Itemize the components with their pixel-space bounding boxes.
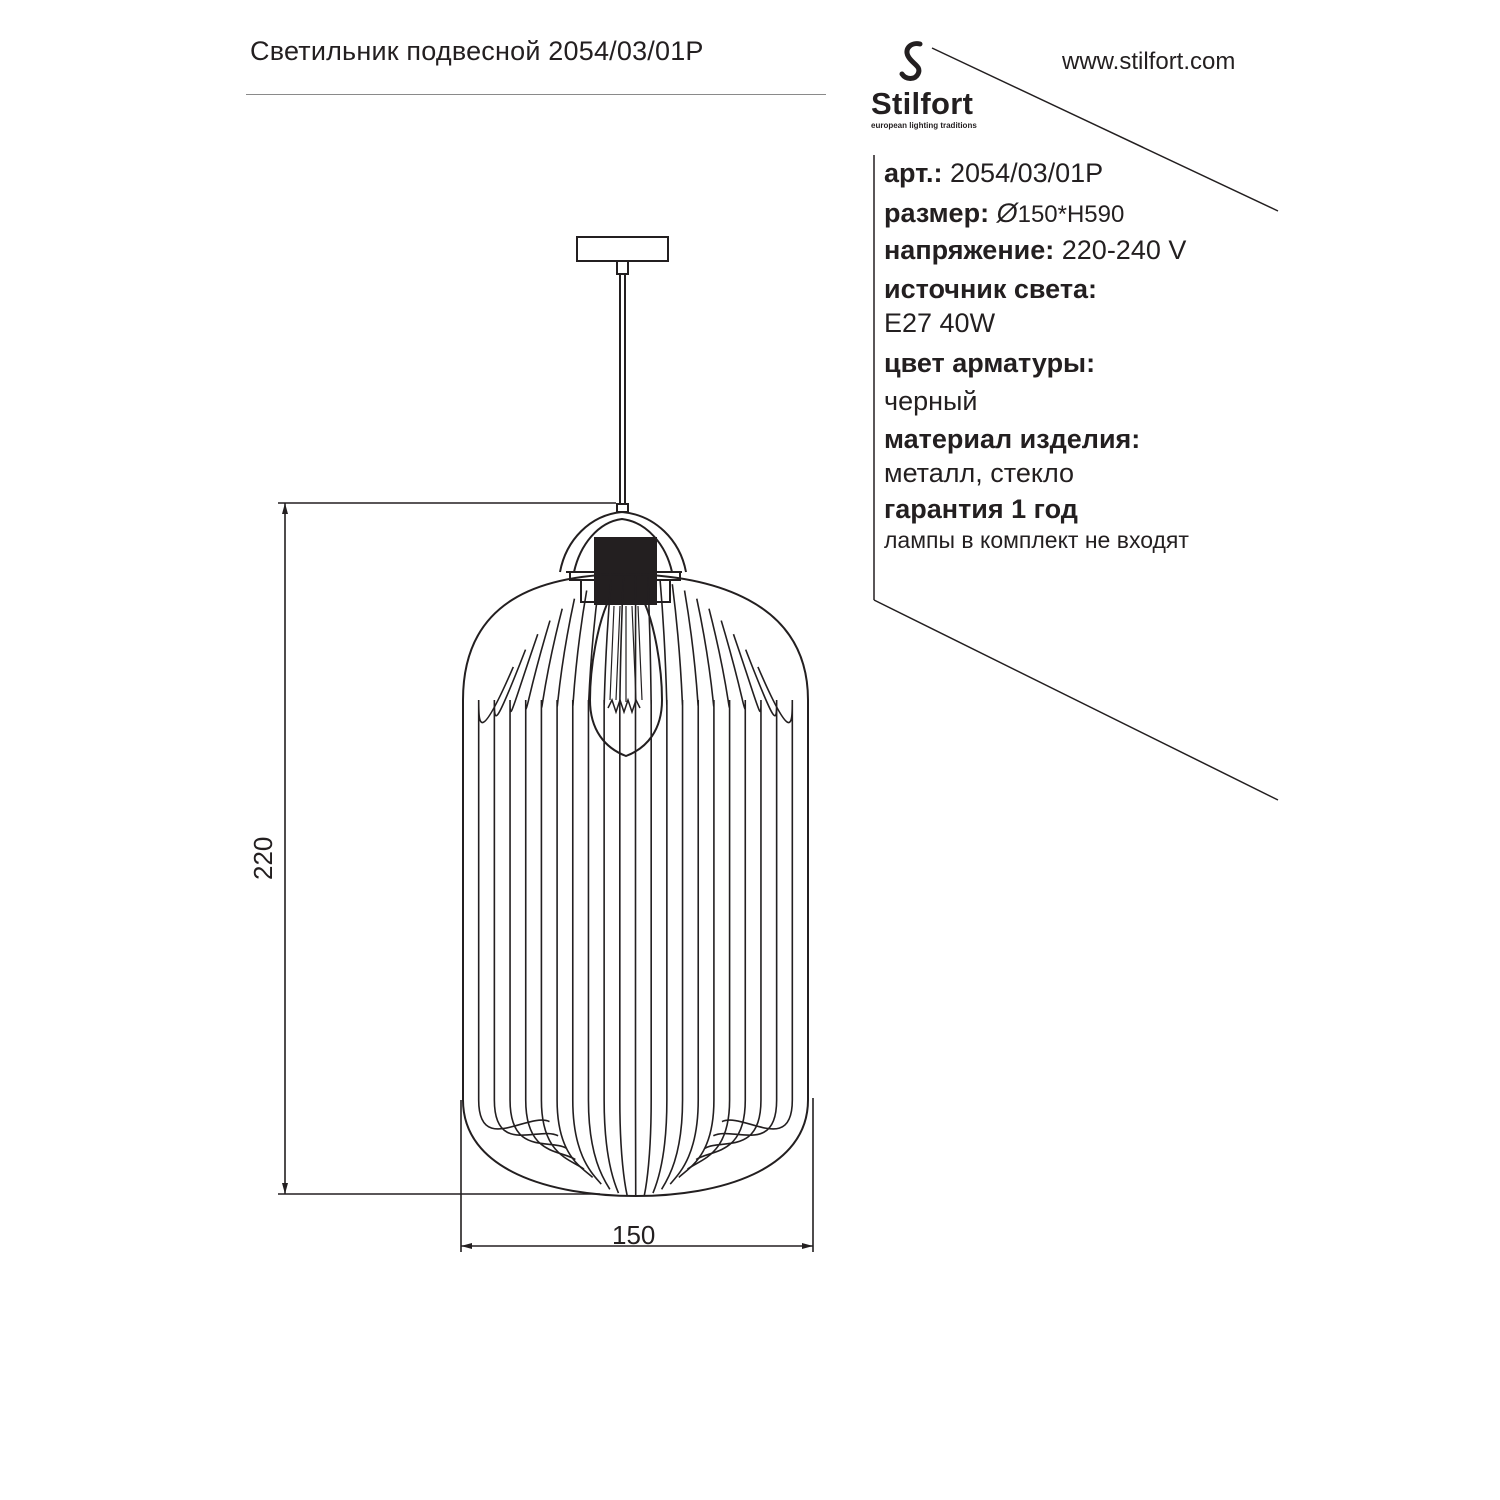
cord-stopper — [617, 504, 628, 512]
spec-voltage-label: напряжение: — [884, 235, 1055, 265]
spec-material-value: металл, стекло — [884, 458, 1075, 488]
shade-rib — [526, 621, 576, 1160]
spec-voltage-value: 220-240 V — [1061, 235, 1187, 265]
bulb-filament — [610, 606, 642, 702]
width-arrow-right — [802, 1243, 813, 1249]
shade-rib — [670, 591, 698, 1185]
shade-rib — [662, 584, 683, 1189]
shade-rib — [722, 667, 792, 1129]
shade-rib — [573, 591, 601, 1185]
spec-lamps-note: лампы в комплект не входят — [884, 527, 1189, 553]
spec-light-source-value: E27 40W — [884, 308, 996, 338]
width-arrow-left — [461, 1243, 472, 1249]
height-arrow-top — [282, 503, 288, 514]
brand-tagline: european lighting traditions — [871, 121, 977, 130]
warranty-text: гарантия 1 год — [884, 494, 1078, 524]
page-title: Светильник подвесной 2054/03/01P — [250, 36, 704, 66]
height-arrow-bottom — [282, 1183, 288, 1194]
shade-rib — [479, 667, 550, 1129]
shade-rib — [510, 634, 567, 1148]
shade-rib — [696, 621, 745, 1160]
spec-size-label: размер: — [884, 198, 990, 228]
light-source-label-text: источник света: — [884, 274, 1098, 304]
material-label-text: материал изделия: — [884, 424, 1141, 454]
shade-rib — [644, 577, 651, 1195]
width-dimension-label: 150 — [612, 1220, 656, 1250]
spec-size-value: 150*H590 — [1017, 201, 1125, 228]
spec-article-label: арт.: — [884, 158, 943, 188]
ceiling-canopy — [577, 237, 668, 261]
shade-rib — [687, 609, 729, 1169]
collar-left-tab — [581, 580, 595, 602]
canopy-clamp — [617, 261, 628, 274]
height-dimension-label: 220 — [248, 836, 278, 880]
shade-rib — [541, 609, 584, 1169]
spec-article-value: 2054/03/01P — [950, 158, 1104, 188]
collar-right-tab — [656, 580, 670, 602]
spec-frame-color-value: черный — [884, 386, 978, 416]
website-link[interactable]: www.stilfort.com — [1062, 48, 1236, 75]
lamp-holder — [595, 538, 656, 604]
diameter-symbol: Ø — [996, 198, 1018, 228]
frame-color-label-text: цвет арматуры: — [884, 348, 1096, 378]
brand-name: Stilfort — [871, 86, 974, 121]
